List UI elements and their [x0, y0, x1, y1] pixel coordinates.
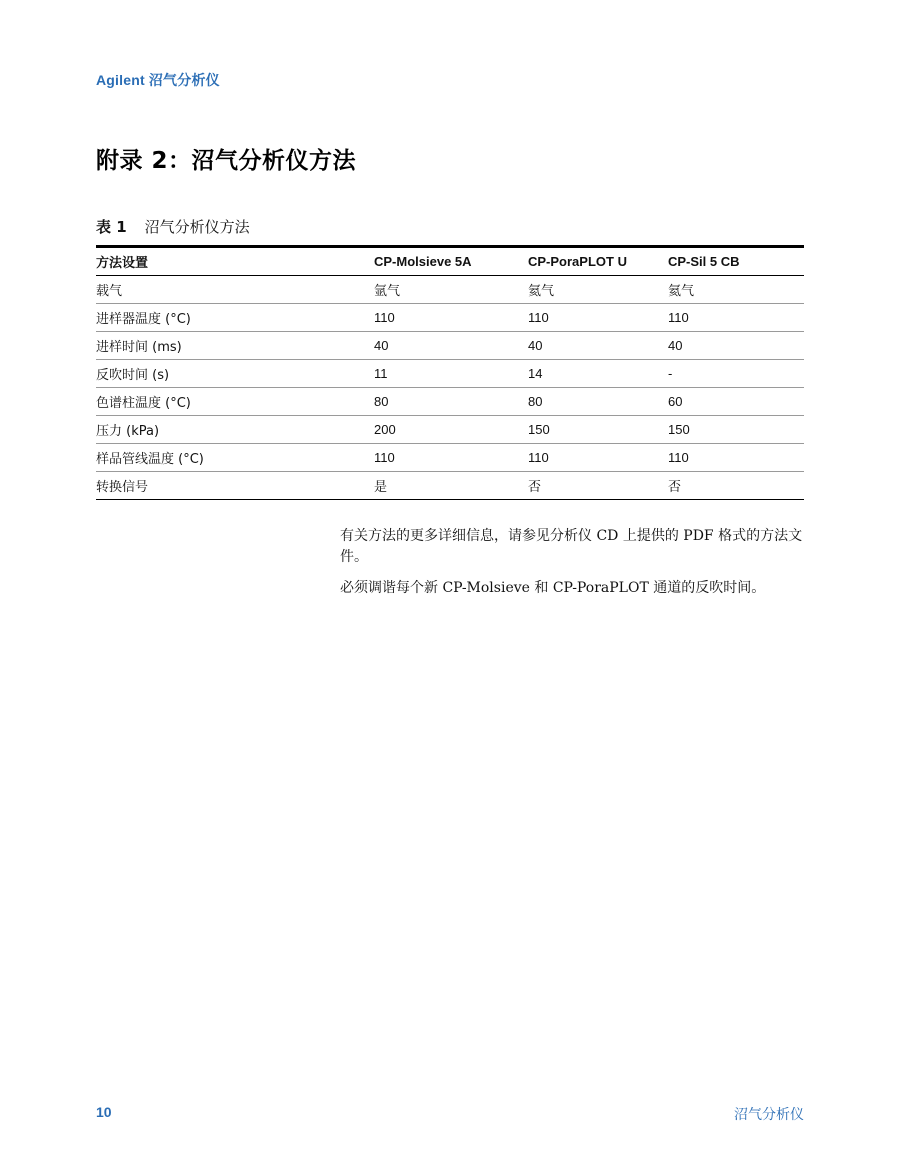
table-cell: 110: [528, 444, 668, 472]
method-table: [96, 245, 804, 500]
row-label: 样品管线温度 (°C): [96, 444, 374, 472]
table-row: [96, 472, 804, 500]
brand-name: Agilent: [96, 72, 145, 88]
running-header: [96, 70, 220, 90]
table-caption: [96, 216, 250, 237]
body-paragraph-method-details: 有关方法的更多详细信息，请参见分析仪 CD 上提供的 PDF 格式的方法文件。: [340, 528, 803, 565]
row-label: 载气: [96, 276, 374, 304]
table-cell: 14: [528, 360, 668, 388]
table-cell: -: [668, 360, 804, 388]
table-cell: 是: [374, 480, 388, 495]
table-cell: 80: [528, 388, 668, 416]
section-title: 附录 2：沼气分析仪方法: [96, 148, 357, 174]
table-cell: 110: [374, 304, 528, 332]
body-paragraph-backflush-note: 必须调谐每个新 CP-Molsieve 和 CP-PoraPLOT 通道的反吹时间。: [340, 580, 766, 596]
body-text: [340, 526, 806, 609]
table-cell: 110: [668, 304, 804, 332]
column-header-poraplot: CP-PoraPLOT U: [528, 247, 668, 276]
page-number: 10: [96, 1104, 112, 1120]
table-header-row: [96, 247, 804, 276]
table-cell: 110: [668, 444, 804, 472]
column-header-molsieve: CP-Molsieve 5A: [374, 247, 528, 276]
table-cell: 110: [528, 304, 668, 332]
column-header-setting: 方法设置: [96, 247, 374, 276]
table-cell: 80: [374, 388, 528, 416]
table-row: [96, 276, 804, 304]
row-label: 反吹时间 (s): [96, 360, 374, 388]
footer-title: 沼气分析仪: [734, 1107, 804, 1123]
header-product-name: 沼气分析仪: [148, 72, 220, 88]
table-cell: 40: [668, 332, 804, 360]
table-cell: 150: [668, 416, 804, 444]
row-label: 转换信号: [96, 480, 149, 495]
row-label: 进样器温度 (°C): [96, 304, 374, 332]
table-cell: 40: [528, 332, 668, 360]
column-header-sil5cb: CP-Sil 5 CB: [668, 247, 804, 276]
table-cell: 氩气: [374, 276, 528, 304]
table-row: [96, 360, 804, 388]
table-cell: 40: [374, 332, 528, 360]
table-cell: 11: [374, 360, 528, 388]
table-caption-text: 沼气分析仪方法: [144, 218, 250, 236]
table-cell: 氦气: [528, 276, 668, 304]
table-cell: 氦气: [668, 276, 804, 304]
row-label: 进样时间 (ms): [96, 332, 374, 360]
row-label: 压力 (kPa): [96, 416, 374, 444]
row-label: 色谱柱温度 (°C): [96, 388, 374, 416]
table-cell: 否: [668, 480, 682, 495]
table-caption-number: 表 1: [96, 218, 127, 236]
table-row: [96, 444, 804, 472]
table-row: [96, 416, 804, 444]
table-row: [96, 332, 804, 360]
table-cell: 110: [374, 444, 528, 472]
table-row: [96, 388, 804, 416]
table-cell: 150: [528, 416, 668, 444]
table-cell: 60: [668, 388, 804, 416]
table-cell: 200: [374, 416, 528, 444]
table-cell: 否: [528, 480, 542, 495]
table-row: [96, 304, 804, 332]
